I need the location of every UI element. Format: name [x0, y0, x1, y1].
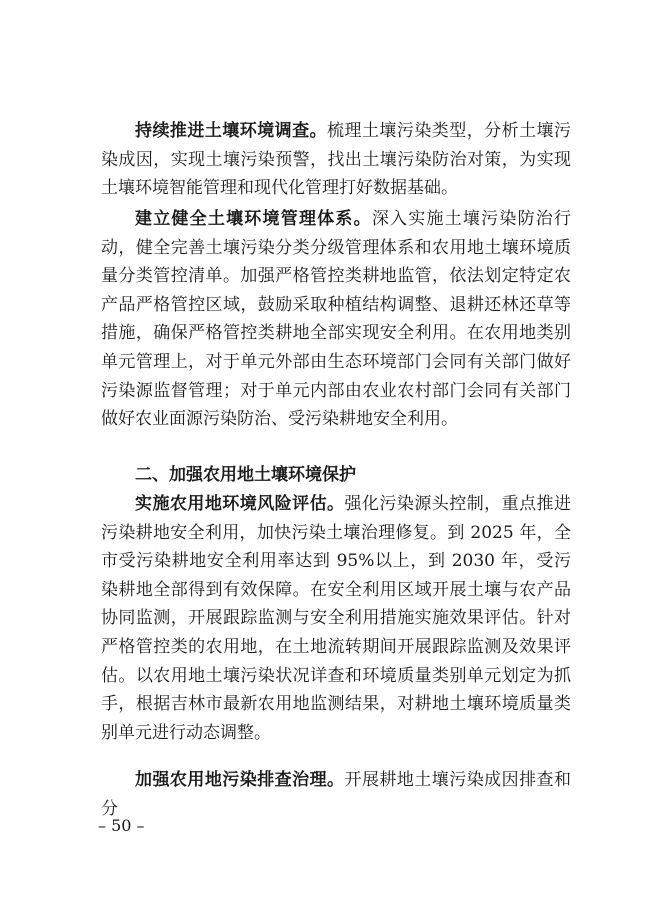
paragraph-risk-assessment: [101, 490, 571, 747]
paragraph-lead: 持续推进土壤环境调查。: [135, 121, 328, 141]
paragraph-body: 开展耕地土壤污染成因排查和分: [101, 770, 571, 819]
paragraph-management-system: [101, 205, 571, 434]
paragraph-lead: 加强农用地污染排查治理。: [135, 770, 345, 790]
paragraph-lead: 实施农用地环境风险评估。: [135, 494, 345, 514]
paragraph-body: 深入实施土壤污染防治行动，健全完善土壤污染分类分级管理体系和农用地土壤环境质量分类管控清单。加强严格管控类耕地监管，依法划定特定农产品严格管控区域，鼓励采取种植结构调整、退耕还林还草等措施，确保严格管控类耕地全部实现安全利用。在农用地类别单元管理上，对于单元外部由生态环境部门会同有关部门做好污染源监督管理；对于单元内部由农业农村部门会同有关部门做好农业面源污染防治、受污染耕地安全利用。: [101, 209, 572, 430]
paragraph-pollution-investigation: [101, 766, 571, 823]
section-heading: 二、加强农用地土壤环境保护: [135, 465, 356, 485]
paragraph-lead: 建立健全土壤环境管理体系。: [135, 209, 372, 229]
page-number: – 50 –: [98, 816, 145, 835]
paragraph-soil-survey: [101, 117, 571, 203]
paragraph-body: 强化污染源头控制，重点推进污染耕地安全利用，加快污染土壤治理修复。到 2025 年，全市受污染耕地安全利用率达到 95%以上，到 2030 年，受污染耕地全部得到有效保障。在安全利用区域开展土壤与农产品协同监测，开展跟踪监测与安全利用措施实施效果评估。针对严格管控类的农用地，在土地流转期间开展跟踪监测及效果评估。以农用地土壤污染状况详查和环境质量类别单元划定为抓手，根据吉林市最新农用地监测结果，对耕地土壤环境质量类别单元进行动态调整。: [101, 494, 571, 743]
paragraph-body: 梳理土壤污染类型，分析土壤污染成因，实现土壤污染预警，找出土壤污染防治对策，为实现土壤环境智能管理和现代化管理打好数据基础。: [101, 121, 572, 199]
